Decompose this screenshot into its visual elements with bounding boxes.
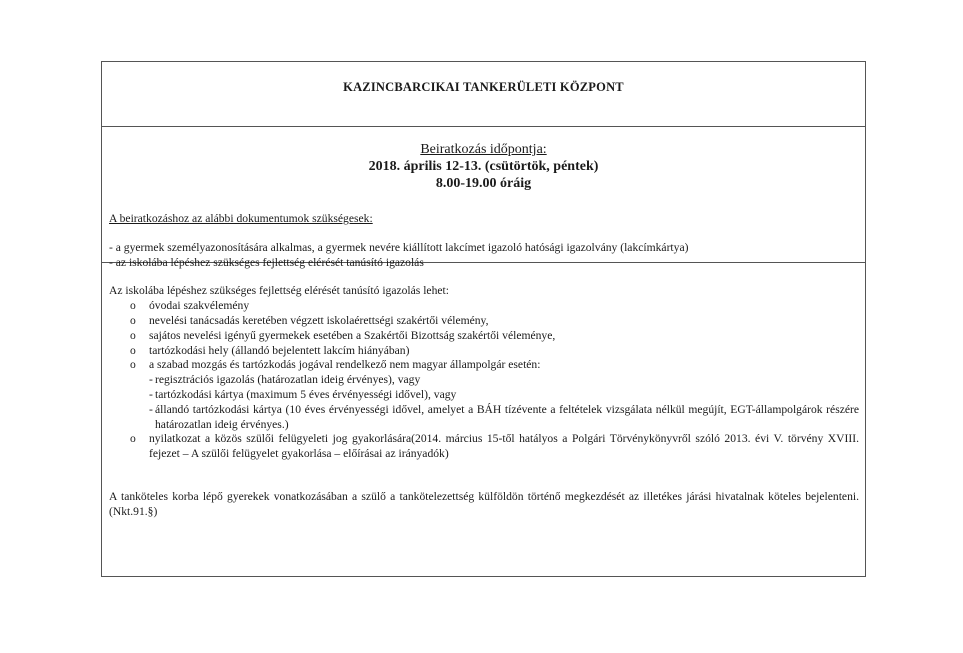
header-band	[102, 62, 865, 127]
certificate-item: o tartózkodási hely (állandó bejelentett lakcím hiányában)	[109, 344, 859, 359]
certificate-item: o nevelési tanácsadás keretében végzett iskolaérettségi szakértői vélemény,	[109, 314, 859, 329]
certificate-item: o sajátos nevelési igényű gyermekek esetében a Szakértői Bizottság szakértői véleménye,	[109, 329, 859, 344]
document-frame	[101, 61, 866, 577]
foreign-subitem: - állandó tartózkodási kártya (10 éves érvényességi idővel, amelyet a BÁH tízévente a feltételek vizsgálata nélkül megújít, EGT-állampolgárok részére határozatlan ideig érvényes.)	[149, 403, 859, 433]
foreign-subitem: - regisztrációs igazolás (határozatlan ideig érvényes), vagy	[149, 373, 859, 388]
document-body	[109, 212, 859, 520]
foreign-subitem: - tartózkodási kártya (maximum 5 éves érvényességi idővel), vagy	[149, 388, 859, 403]
enrollment-hours: 8.00-19.00 óráig	[435, 176, 532, 191]
certificate-item: o óvodai szakvélemény	[109, 299, 859, 314]
certificates-list	[109, 299, 859, 462]
document-item: - az iskolába lépéshez szükséges fejlettség elérését tanúsító igazolás	[109, 255, 424, 269]
certificate-item: o nyilatkozat a közös szülői felügyeleti jog gyakorlására(2014. március 15-től hatályos a Polgári Törvénykönyvről szóló 2013. évi V. törvény XVIII. fejezet – A szülői felügyelet gyakorlása – előírásai az irányadók)	[109, 432, 859, 462]
foreign-citizen-sublist	[149, 373, 859, 432]
enrollment-date: 2018. április 12-13. (csütörtök, péntek)	[368, 159, 599, 174]
certificate-item: o a szabad mozgás és tartózkodás jogával rendelkező nem magyar állampolgár esetén: - regisztrációs igazolás (határozatlan ideig érvényes), vagy - tartózkodási kártya (maximum 5 éves érvényességi idővel), vagy - állandó tartózkodási kártya (10 éves érvényességi idővel, amelyet a BÁH tízévente a feltételek vizsgálata nélkül megújít, EGT-állampolgárok részére határozatlan ideig érvényes.)	[109, 358, 859, 432]
document-item: - a gyermek személyazonosítására alkalmas, a gyermek nevére kiállított lakcímet igazoló hatósági igazolvány (lakcímkártya)	[109, 240, 689, 254]
enrollment-label: Beiratkozás időpontja:	[420, 142, 547, 157]
certificates-intro: Az iskolába lépéshez szükséges fejlettség elérését tanúsító igazolás lehet:	[109, 284, 449, 298]
documents-heading: A beiratkozáshoz az alábbi dokumentumok szükségesek:	[109, 212, 373, 225]
legal-note: A tanköteles korba lépő gyerekek vonatkozásában a szülő a tankötelezettség külföldön történő megkezdését az illetékes járási hivatalnak köteles bejelenteni. (Nkt.91.§)	[109, 489, 859, 518]
organization-title: KAZINCBARCIKAI TANKERÜLETI KÖZPONT	[343, 80, 624, 94]
enrollment-date-block	[102, 141, 865, 192]
